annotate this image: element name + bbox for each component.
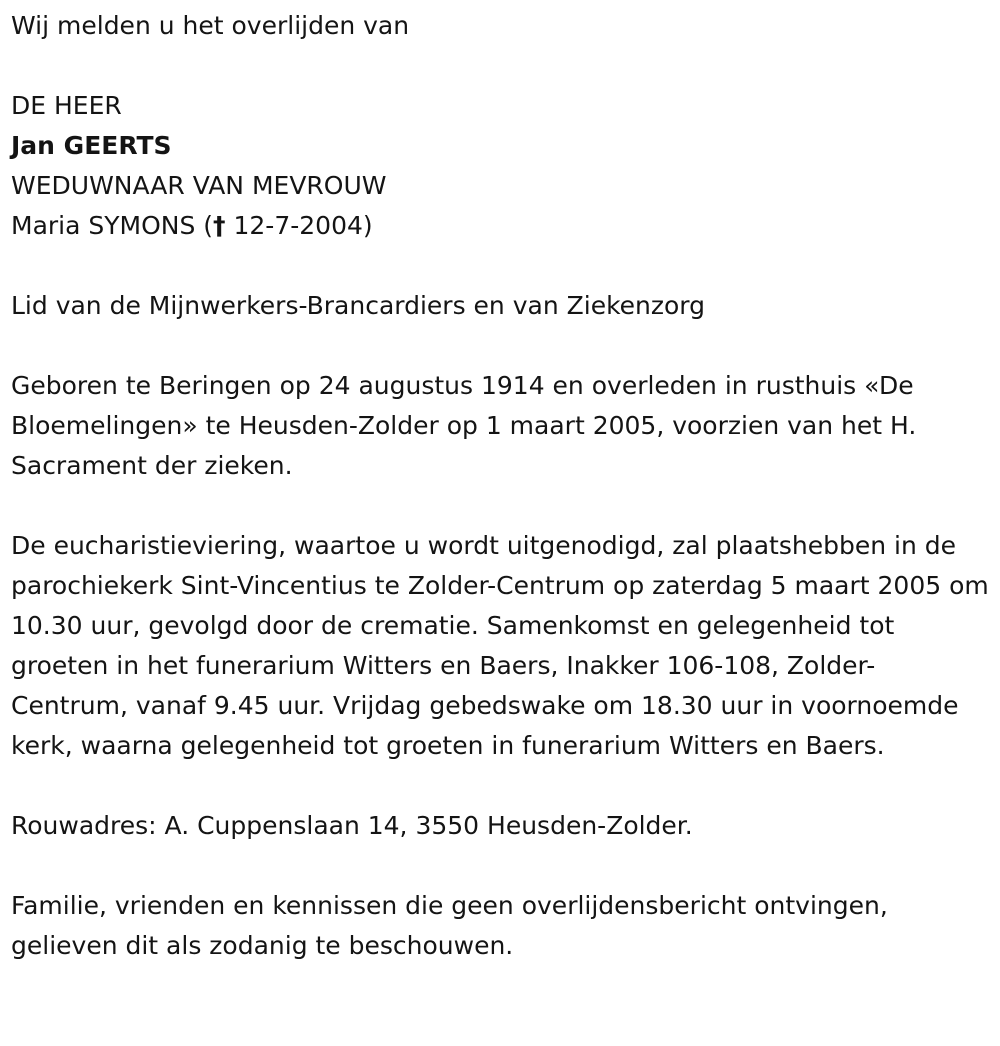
honorific: DE HEER bbox=[11, 91, 122, 120]
spouse-line bbox=[11, 206, 991, 246]
spouse-name: Maria SYMONS ( bbox=[11, 211, 214, 240]
cross-icon: † bbox=[213, 211, 226, 240]
birth-death-paragraph: Geboren te Beringen op 24 augustus 1914 en overleden in rusthuis «De Bloemelingen» te Heusden-Zolder op 1 maart 2005, voorzien van het H. Sacrament der zieken. bbox=[11, 371, 917, 480]
service-paragraph: De eucharistieviering, waartoe u wordt uitgenodigd, zal plaatshebben in de parochiekerk Sint-Vincentius te Zolder-Centrum op zaterdag 5 maart 2005 om 10.30 uur, gevolgd door de crematie. Samenkomst en gelegenheid tot groeten in het funerarium Witters en Baers, Inakker 106-108, Zolder-Centrum, vanaf 9.45 uur. Vrijdag gebedswake om 18.30 uur in voornoemde kerk, waarna gelegenheid tot groeten in funerarium Witters en Baers. bbox=[11, 531, 989, 760]
intro-text: Wij melden u het overlijden van bbox=[11, 11, 410, 40]
spouse-death-date: 12-7-2004) bbox=[225, 211, 373, 240]
deceased-name: Jan GEERTS bbox=[11, 131, 172, 160]
widower-line: WEDUWNAAR VAN MEVROUW bbox=[11, 171, 387, 200]
mourning-address: Rouwadres: A. Cuppenslaan 14, 3550 Heusden-Zolder. bbox=[11, 811, 693, 840]
closing-paragraph: Familie, vrienden en kennissen die geen overlijdensbericht ontvingen, gelieven dit als zodanig te beschouwen. bbox=[11, 891, 888, 960]
membership-text: Lid van de Mijnwerkers-Brancardiers en van Ziekenzorg bbox=[11, 291, 706, 320]
death-notice bbox=[11, 6, 991, 966]
